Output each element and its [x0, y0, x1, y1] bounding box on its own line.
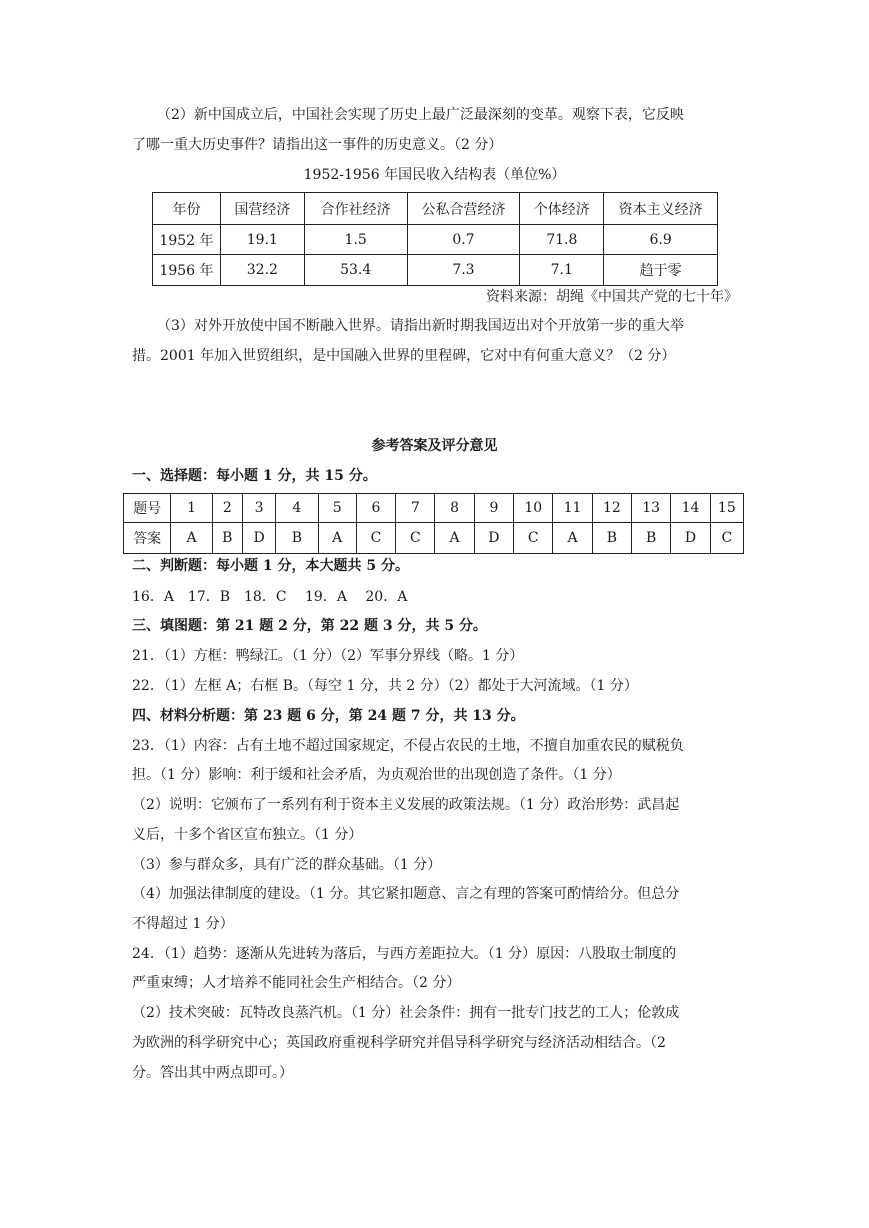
- table-header-cell: 个体经济: [520, 193, 604, 225]
- section-1-heading: 一、选择题：每小题 1 分，共 15 分。: [132, 468, 377, 484]
- mc-answer-cell: B: [632, 523, 671, 554]
- table-header-cell: 年份: [153, 193, 221, 225]
- mc-answer-cell: B: [212, 523, 242, 554]
- table-header-cell: 资本主义经济: [604, 193, 718, 225]
- mc-number-cell: 8: [435, 494, 474, 523]
- table-cell: 7.3: [407, 255, 520, 286]
- mc-number-cell: 12: [592, 494, 631, 523]
- answer-23-line: （2）说明：它颁布了一系列有利于资本主义发展的政策法规。（1 分）政治形势：武昌起: [132, 797, 680, 813]
- table-source: 资料来源：胡绳《中国共产党的七十年》: [486, 289, 738, 305]
- section-4-heading: 四、材料分析题：第 23 题 6 分，第 24 题 7 分，共 13 分。: [132, 708, 525, 724]
- table-header-cell: 国营经济: [220, 193, 304, 225]
- table-header-cell: 公私合营经济: [407, 193, 520, 225]
- mc-number-cell: 3: [242, 494, 275, 523]
- mc-answer-cell: D: [242, 523, 275, 554]
- q2-line-1: （2）新中国成立后，中国社会实现了历史上最广泛最深刻的变革。观察下表，它反映: [157, 107, 684, 123]
- mc-answer-cell: A: [318, 523, 356, 554]
- table-cell: 1956 年: [153, 255, 221, 286]
- answer-24-line: （2）技术突破：瓦特改良蒸汽机。（1 分）社会条件：拥有一批专门技艺的工人；伦敦成: [132, 1005, 680, 1021]
- mc-number-cell: 11: [553, 494, 592, 523]
- table-cell: 7.1: [520, 255, 604, 286]
- mc-number-cell: 1: [171, 494, 212, 523]
- table-row: [153, 255, 718, 286]
- table-cell: 53.4: [304, 255, 407, 286]
- answer-24-line: 严重束缚；人才培养不能同社会生产相结合。（2 分）: [132, 975, 461, 991]
- mc-number-cell: 6: [356, 494, 395, 523]
- mc-answer-cell: A: [553, 523, 592, 554]
- mc-number-cell: 15: [710, 494, 743, 523]
- mc-answer-row: [124, 523, 744, 554]
- answer-23-line: （4）加强法律制度的建设。（1 分。其它紧扣题意、言之有理的答案可酌情给分。但总分: [132, 886, 680, 902]
- q3-line-2: 措。2001 年加入世贸组织，是中国融入世界的里程碑，它对中有何重大意义？（2 分）: [132, 348, 676, 364]
- mc-number-row: [124, 494, 744, 523]
- table-cell: 趋于零: [604, 255, 718, 286]
- mc-answer-table: [123, 493, 744, 554]
- mc-number-cell: 5: [318, 494, 356, 523]
- answer-22: 22．（1）左框 A；右框 B。（每空 1 分，共 2 分）（2）都处于大河流域。（1 分）: [132, 678, 638, 694]
- table-cell: 32.2: [220, 255, 304, 286]
- mc-row-label: 题号: [124, 494, 171, 523]
- answer-23-line: 担。（1 分）影响：利于缓和社会矛盾，为贞观治世的出现创造了条件。（1 分）: [132, 767, 621, 783]
- mc-answer-cell: C: [396, 523, 435, 554]
- q3-line-1: （3）对外开放使中国不断融入世界。请指出新时期我国迈出对个开放第一步的重大举: [157, 318, 684, 334]
- mc-number-cell: 2: [212, 494, 242, 523]
- mc-number-cell: 13: [632, 494, 671, 523]
- table-header-row: [153, 193, 718, 225]
- section-2-heading: 二、判断题：每小题 1 分，本大题共 5 分。: [132, 558, 409, 574]
- answer-24-line: 为欧洲的科学研究中心；英国政府重视科学研究并倡导科学研究与经济活动相结合。（2: [132, 1035, 666, 1051]
- table-cell: 71.8: [520, 225, 604, 255]
- answer-24-line: 分。答出其中两点即可。）: [132, 1065, 293, 1081]
- mc-answer-cell: C: [356, 523, 395, 554]
- answer-23-line: 义后，十多个省区宣布独立。（1 分）: [132, 827, 363, 843]
- mc-answer-cell: D: [474, 523, 513, 554]
- mc-number-cell: 9: [474, 494, 513, 523]
- section-3-heading: 三、填图题：第 21 题 2 分，第 22 题 3 分，共 5 分。: [132, 618, 487, 634]
- mc-number-cell: 14: [671, 494, 710, 523]
- answer-23-line: 不得超过 1 分）: [132, 916, 234, 932]
- mc-answer-cell: B: [592, 523, 631, 554]
- answer-21: 21．（1）方框：鸭绿江。（1 分）（2）军事分界线（略。1 分）: [132, 648, 524, 664]
- q2-line-2: 了哪一重大历史事件？请指出这一事件的历史意义。（2 分）: [132, 137, 503, 153]
- mc-answer-cell: C: [710, 523, 743, 554]
- table-cell: 1.5: [304, 225, 407, 255]
- table-cell: 6.9: [604, 225, 718, 255]
- mc-answer-cell: C: [514, 523, 553, 554]
- table-cell: 0.7: [407, 225, 520, 255]
- table-cell: 1952 年: [153, 225, 221, 255]
- table-cell: 19.1: [220, 225, 304, 255]
- mc-number-cell: 7: [396, 494, 435, 523]
- answers-title: 参考答案及评分意见: [371, 438, 498, 454]
- section-2-answers: 16．A 17．B 18．C 19．A 20．A: [132, 589, 408, 605]
- mc-answer-cell: B: [276, 523, 318, 554]
- answer-24-line: 24．（1）趋势：逐渐从先进转为落后，与西方差距拉大。（1 分）原因：八股取士制度的: [132, 946, 677, 962]
- mc-number-cell: 4: [276, 494, 318, 523]
- mc-row-label: 答案: [124, 523, 171, 554]
- mc-number-cell: 10: [514, 494, 553, 523]
- mc-answer-cell: A: [435, 523, 474, 554]
- table-caption: 1952-1956 年国民收入结构表（单位%）: [303, 167, 566, 183]
- mc-answer-cell: A: [171, 523, 212, 554]
- mc-answer-cell: D: [671, 523, 710, 554]
- answer-23-line: 23．（1）内容：占有土地不超过国家规定，不侵占农民的土地，不擅自加重农民的赋税负: [132, 738, 684, 754]
- income-table: [152, 192, 718, 286]
- table-header-cell: 合作社经济: [304, 193, 407, 225]
- table-row: [153, 225, 718, 255]
- answer-23-line: （3）参与群众多，具有广泛的群众基础。（1 分）: [132, 857, 442, 873]
